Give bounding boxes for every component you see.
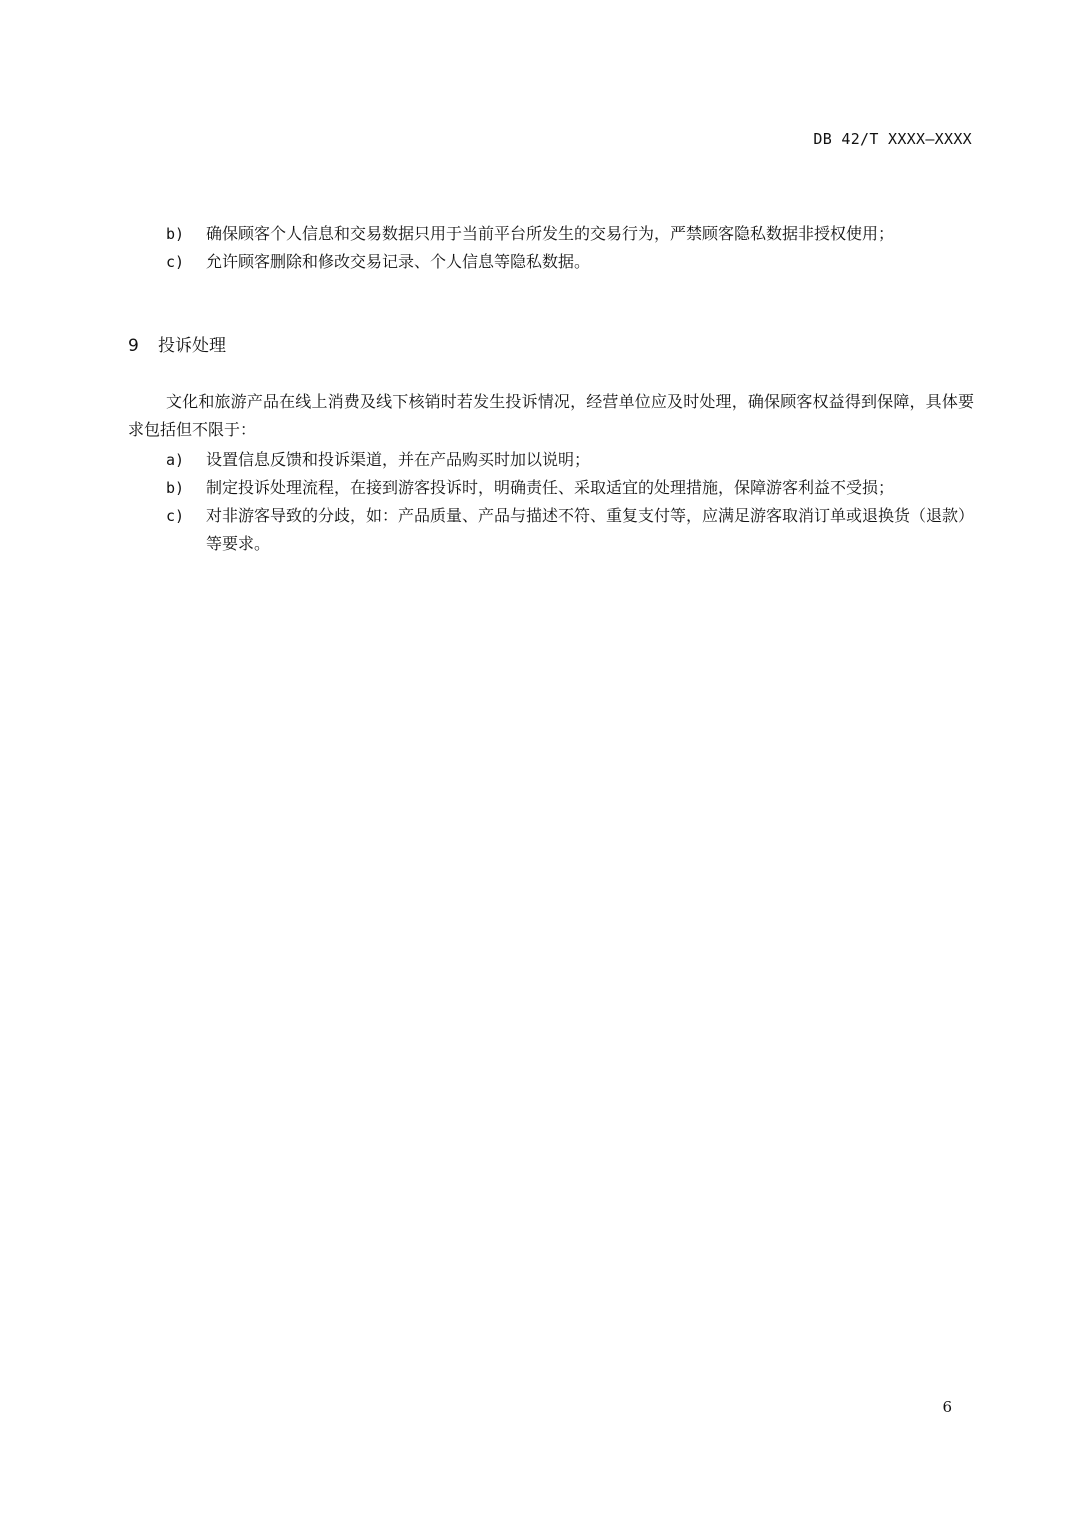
list-item <box>128 446 974 474</box>
section-title: 投诉处理 <box>158 336 226 356</box>
document-code-header: DB 42/T XXXX—XXXX <box>813 130 972 148</box>
list-item-text: 允许顾客删除和修改交易记录、个人信息等隐私数据。 <box>206 252 591 271</box>
page-number: 6 <box>942 1398 952 1416</box>
list-item <box>128 474 974 502</box>
section-heading <box>128 332 226 360</box>
list-item <box>128 220 974 248</box>
list-item-text: 确保顾客个人信息和交易数据只用于当前平台所发生的交易行为，严禁顾客隐私数据非授权使用； <box>206 224 895 243</box>
list-item-marker: c) <box>166 253 185 271</box>
section-number: 9 <box>128 336 139 356</box>
list-item <box>128 248 974 276</box>
section-paragraph: 文化和旅游产品在线上消费及线下核销时若发生投诉情况，经营单位应及时处理，确保顾客权益得到保障，具体要求包括但不限于： <box>128 392 974 439</box>
list-item-marker: a) <box>166 451 185 469</box>
list-item-marker: b) <box>166 225 185 243</box>
complaint-requirements-list <box>128 446 974 558</box>
list-item-text: 制定投诉处理流程，在接到游客投诉时，明确责任、采取适宜的处理措施，保障游客利益不受损； <box>206 478 895 497</box>
list-item-text: 对非游客导致的分歧，如：产品质量、产品与描述不符、重复支付等，应满足游客取消订单或退换货（退款）等要求。 <box>206 506 975 553</box>
list-item-marker: c) <box>166 507 185 525</box>
requirements-list-continued <box>128 220 974 276</box>
list-item-text: 设置信息反馈和投诉渠道，并在产品购买时加以说明； <box>206 450 591 469</box>
list-item-marker: b) <box>166 479 185 497</box>
list-item <box>128 502 974 558</box>
